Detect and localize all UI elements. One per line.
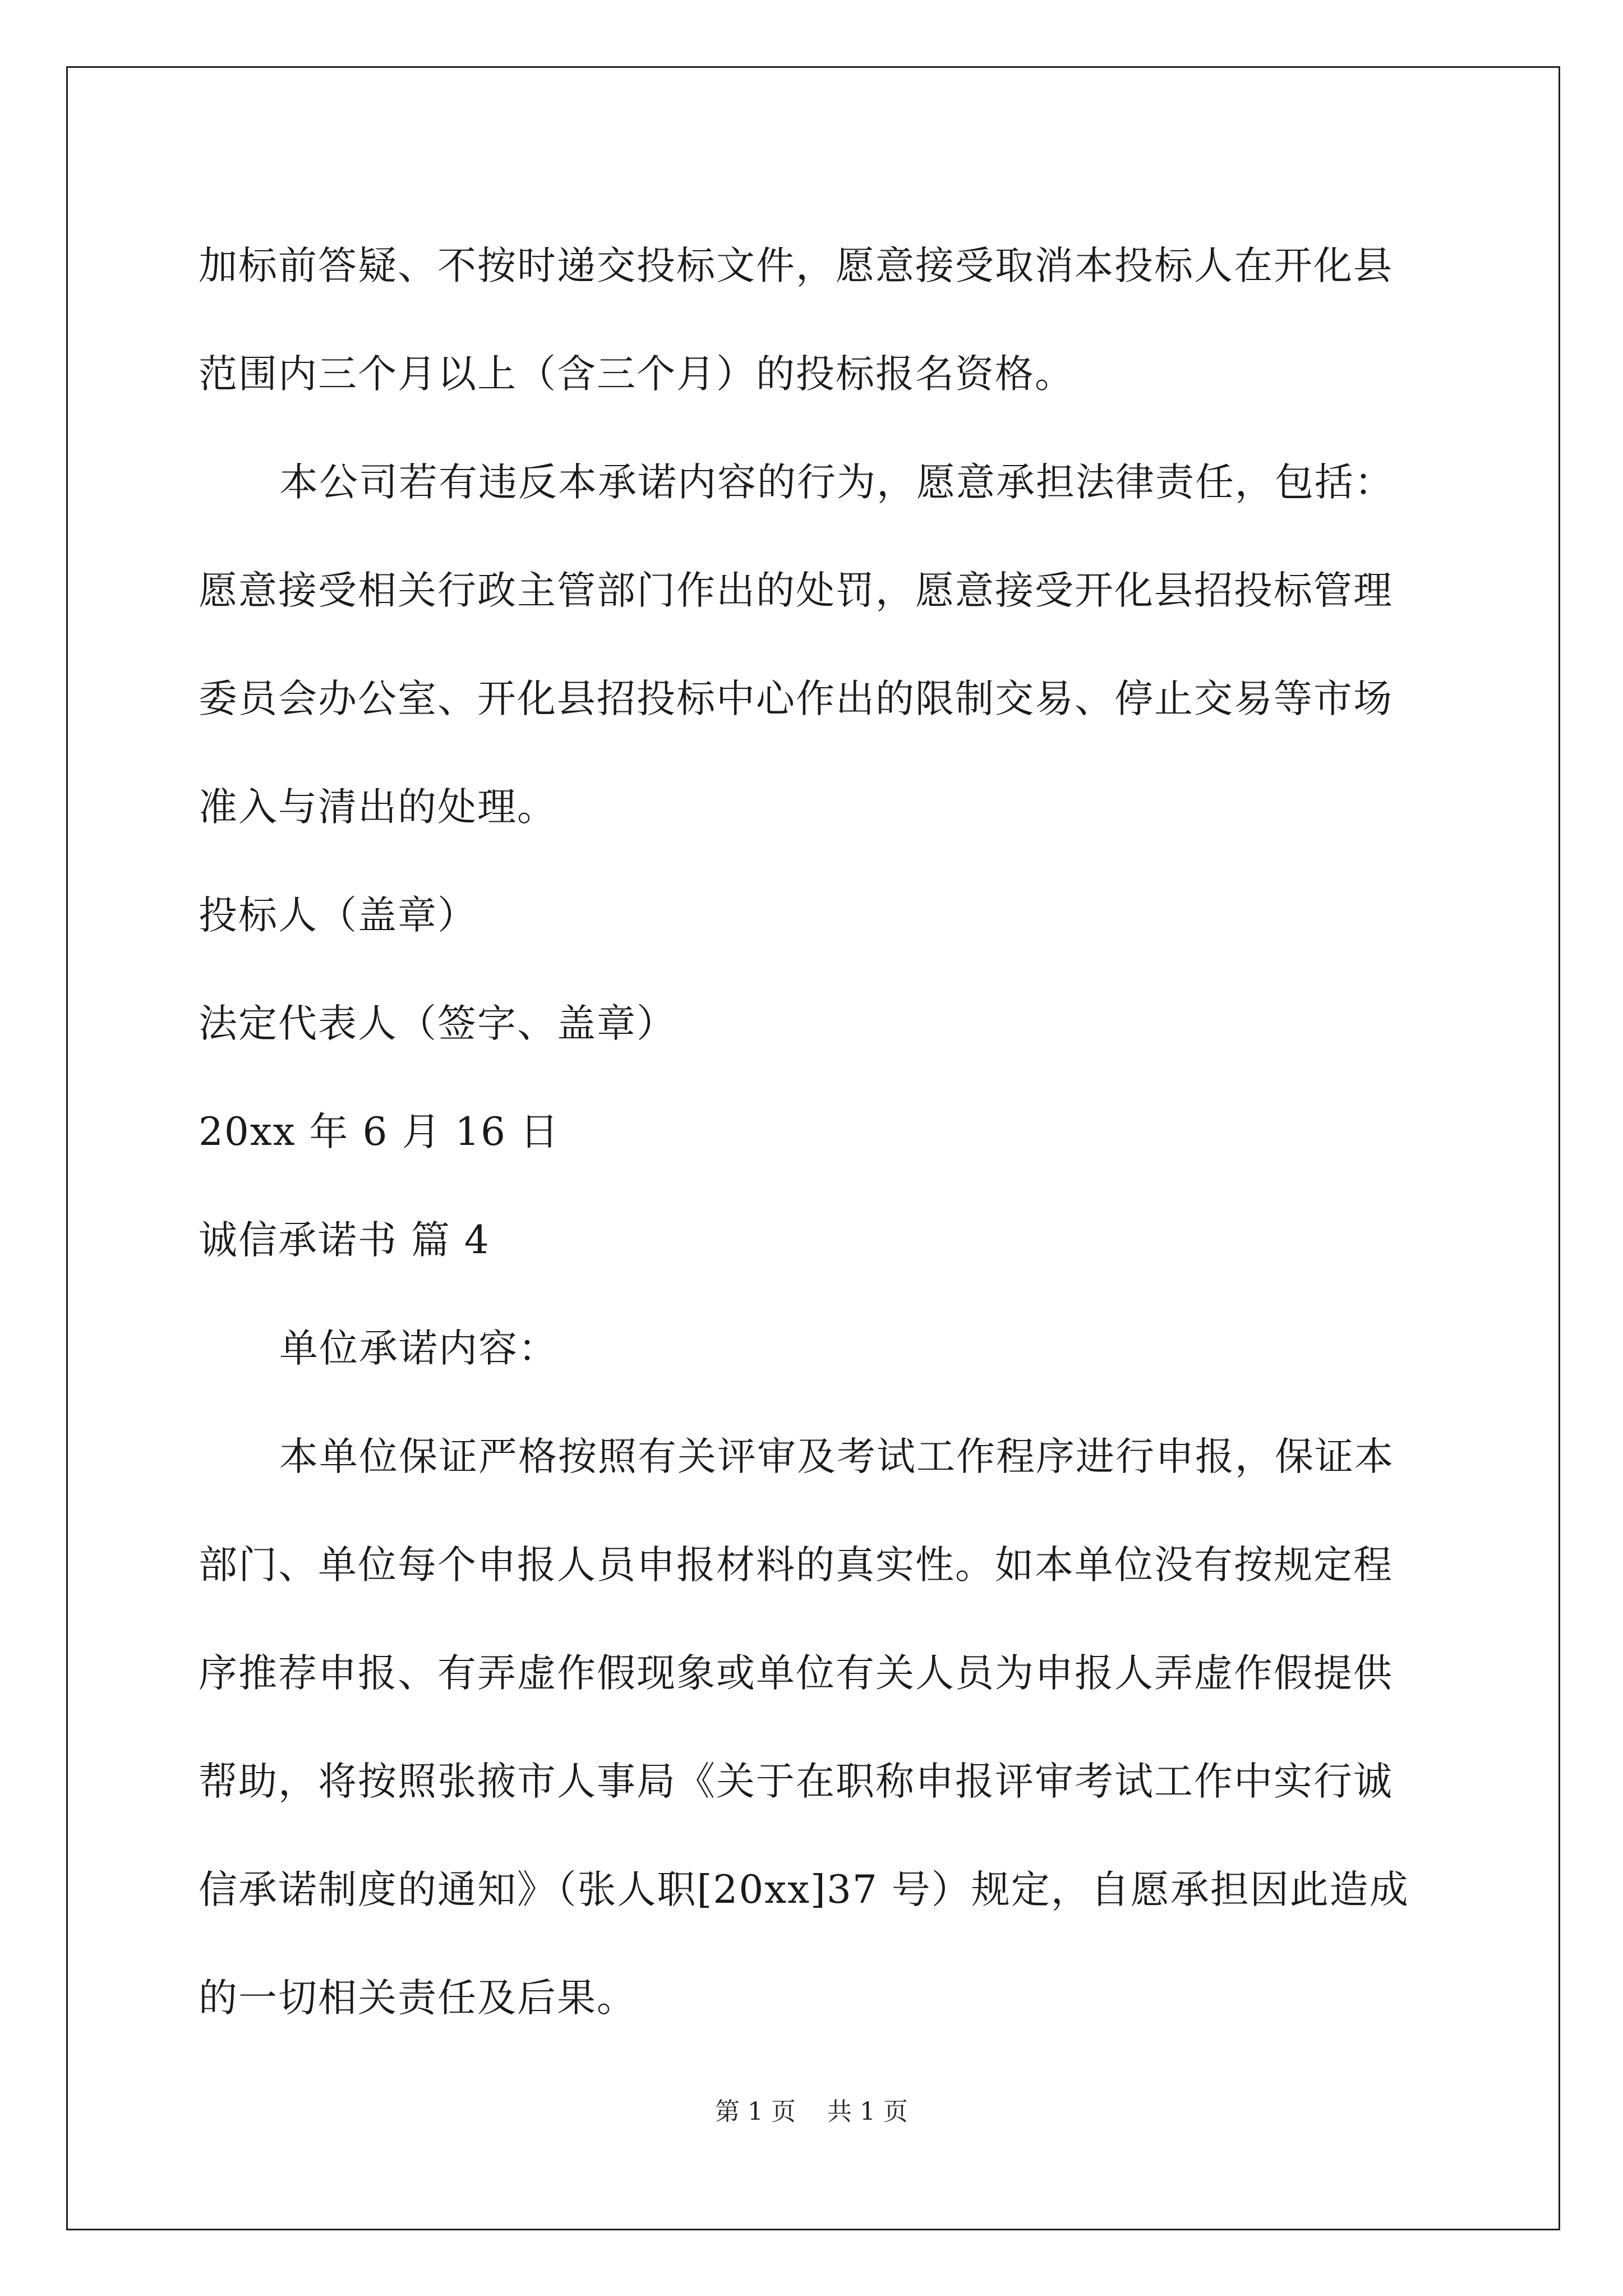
text-line: 本公司若有违反本承诺内容的行为，愿意承担法律责任，包括： <box>279 460 1394 505</box>
text-line: 序推荐申报、有弄虚作假现象或单位有关人员为申报人弄虚作假提供 <box>199 1651 1393 1696</box>
text-line: 的一切相关责任及后果。 <box>199 1976 637 2021</box>
text-line: 本单位保证严格按照有关评审及考试工作程序进行申报，保证本 <box>279 1434 1394 1479</box>
text-line: 委员会办公室、开化县招投标中心作出的限制交易、停止交易等市场 <box>199 677 1393 721</box>
text-line: 准入与清出的处理。 <box>199 785 557 830</box>
text-line: 范围内三个月以上（含三个月）的投标报名资格。 <box>199 352 1075 397</box>
text-line: 加标前答疑、不按时递交投标文件，愿意接受取消本投标人在开化县 <box>199 243 1393 288</box>
text-line: 愿意接受相关行政主管部门作出的处罚，愿意接受开化县招投标管理 <box>199 568 1393 613</box>
legal-rep-line: 法定代表人（签字、盖章） <box>199 1001 676 1046</box>
section-heading: 诚信承诺书 篇 4 <box>199 1218 490 1263</box>
text-line: 信承诺制度的通知》（张人职[20xx]37 号）规定，自愿承担因此造成 <box>199 1867 1409 1912</box>
bidder-seal-line: 投标人（盖章） <box>199 893 477 938</box>
document-body <box>199 212 1421 2053</box>
date-line: 20xx 年 6 月 16 日 <box>199 1110 560 1154</box>
text-line: 单位承诺内容： <box>279 1326 558 1371</box>
text-line: 帮助，将按照张掖市人事局《关于在职称申报评审考试工作中实行诚 <box>199 1759 1393 1804</box>
text-line: 部门、单位每个申报人员申报材料的真实性。如本单位没有按规定程 <box>199 1543 1393 1588</box>
page-number-footer: 第 1 页 共 1 页 <box>715 2097 908 2126</box>
